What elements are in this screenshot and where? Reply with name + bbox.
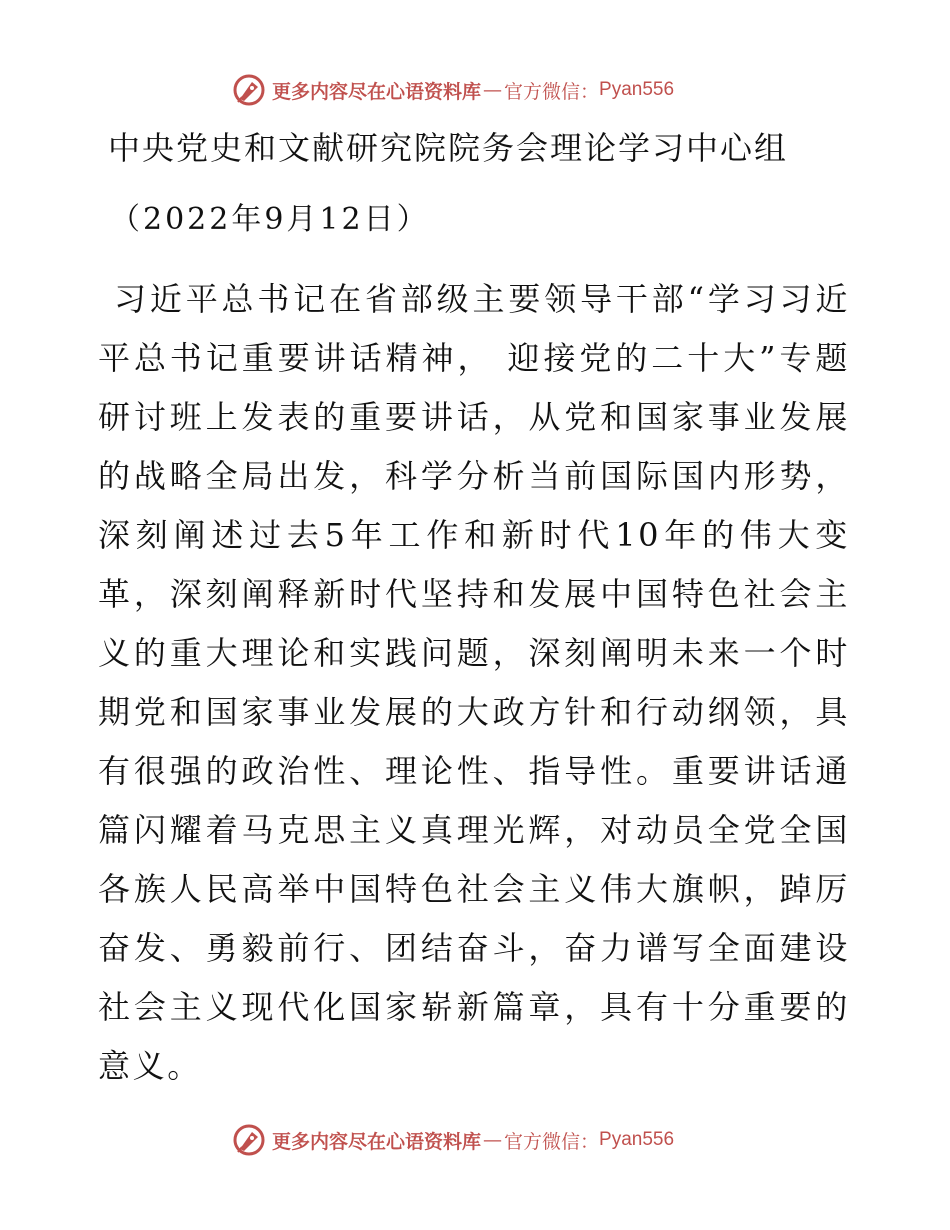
watermark-text: 更多内容尽在心语资料库 (272, 80, 482, 103)
watermark-separator: — (483, 79, 503, 101)
document-date: （2022年9月12日） (110, 202, 430, 237)
pen-nib-logo-icon (232, 1123, 266, 1157)
watermark-text: 更多内容尽在心语资料库 (272, 1130, 482, 1153)
document-body-paragraph: 习近平总书记在省部级主要领导干部“学习习近平总书记重要讲话精神， 迎接党的二十大”专题研讨班上发表的重要讲话，从党和国家事业发展的战略全局出发，科学分析当前国际国内形势，深刻阐述过去5年工作和新时代10年的伟大变革，深刻阐释新时代坚持和发展中国特色社会主义的重大理论和实践问题，深刻阐明未来一个时期党和国家事业发展的大政方针和行动纲领，具有很强的政治性、理论性、指导性。重要讲话通篇闪耀着马克思主义真理光辉，对动员全党全国各族人民高举中国特色社会主义伟大旗帜，踔厉奋发、勇毅前行、团结奋斗，奋力谱写全面建设社会主义现代化国家崭新篇章，具有十分重要的意义。 (98, 280, 850, 1085)
watermark-label: 官方微信： (504, 1130, 600, 1153)
watermark-id: Pyan556 (599, 1129, 675, 1150)
document-title: 中央党史和文献研究院院务会理论学习中心组 (108, 129, 789, 167)
watermark-id: Pyan556 (599, 79, 675, 100)
watermark-separator: — (483, 1129, 503, 1151)
footer-watermark (232, 1122, 674, 1158)
pen-nib-logo-icon (232, 73, 266, 107)
header-watermark (232, 72, 674, 108)
watermark-label: 官方微信： (504, 80, 600, 103)
